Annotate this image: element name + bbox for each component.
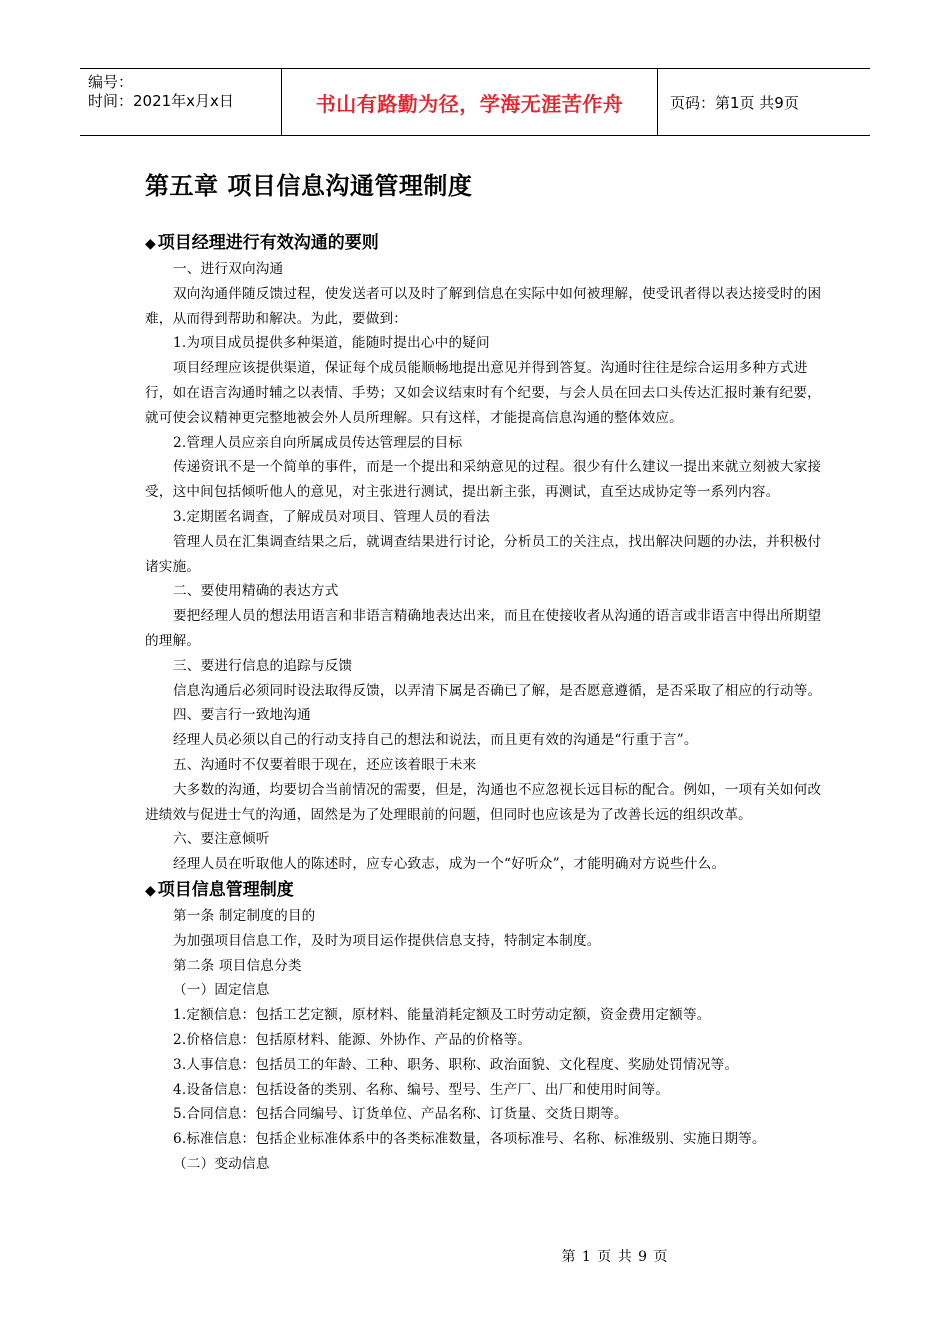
paragraph: 双向沟通伴随反馈过程，使发送者可以及时了解到信息在实际中如何被理解，使受讯者得以表达接受时的困难，从而得到帮助和解决。为此，要做到： (145, 285, 822, 327)
paragraph: 管理人员在汇集调查结果之后，就调查结果进行讨论，分析员工的关注点，找出解决问题的办法，并积极付诸实施。 (145, 533, 822, 575)
paragraph: 1.定额信息：包括工艺定额，原材料、能量消耗定额及工时劳动定额，资金费用定额等。 (173, 1007, 711, 1024)
paragraph: 二、要使用精确的表达方式 (173, 583, 339, 600)
paragraph: 要把经理人员的想法用语言和非语言精确地表达出来，而且在使接收者从沟通的语言或非语言中得出所期望的理解。 (145, 608, 822, 649)
section-heading (145, 877, 825, 904)
section-title: 项目信息管理制度 (157, 879, 294, 900)
paragraph: 第一条 制定制度的目的 (173, 907, 316, 924)
paragraph: 6.标准信息：包括企业标准体系中的各类标准数量，各项标准号、名称、标准级别、实施日期等。 (173, 1131, 766, 1148)
section-title: 项目经理进行有效沟通的要则 (157, 233, 379, 253)
time-label: 时间：2021年x月x日 (88, 92, 234, 110)
paragraph: 1.为项目成员提供多种渠道，能随时提出心中的疑问 (173, 335, 490, 352)
paragraph: 为加强项目信息工作，及时为项目运作提供信息支持，特制定本制度。 (173, 932, 601, 949)
paragraph: 经理人员在听取他人的陈述时，应专心致志，成为一个“好听众”，才能明确对方说些什么。 (173, 856, 726, 873)
number-label: 编号： (88, 73, 134, 91)
chapter-title: 第五章 项目信息沟通管理制度 (145, 171, 473, 200)
document-body (145, 230, 825, 1177)
paragraph: 2.管理人员应亲自向所属成员传达管理层的目标 (173, 434, 463, 451)
paragraph: 大多数的沟通，均要切合当前情况的需要，但是，沟通也不应忽视长远目标的配合。例如，一项有关如何改进绩效与促进士气的沟通，固然是为了处理眼前的问题，但同时也应该是为了改善长远的组织改革。 (145, 781, 822, 823)
paragraph: 传递资讯不是一个简单的事件，而是一个提出和采纳意见的过程。很少有什么建议一提出来就立刻被大家接受，这中间包括倾听他人的意见，对主张进行测试，提出新主张，再测试，直至达成协定等一系列内容。 (145, 459, 822, 501)
paragraph: 4.设备信息：包括设备的类别、名称、编号、型号、生产厂、出厂和使用时间等。 (173, 1081, 670, 1098)
paragraph: （二）变动信息 (173, 1155, 270, 1172)
paragraph: 四、要言行一致地沟通 (173, 707, 311, 724)
paragraph: 六、要注意倾听 (173, 831, 270, 848)
paragraph: 3.定期匿名调查，了解成员对项目、管理人员的看法 (173, 508, 490, 525)
paragraph: 第二条 项目信息分类 (173, 957, 302, 974)
header-page-number: 页码：第1页 共9页 (670, 93, 799, 112)
section-heading (145, 230, 825, 257)
paragraph: 2.价格信息：包括原材料、能源、外协作、产品的价格等。 (173, 1031, 532, 1048)
diamond-bullet-icon: ◆ (145, 236, 156, 252)
page-header-table (80, 68, 870, 136)
paragraph: 5.合同信息：包括合同编号、订货单位、产品名称、订货量、交货日期等。 (173, 1106, 628, 1123)
header-motto: 书山有路勤为径，学海无涯苦作舟 (282, 69, 658, 135)
paragraph: 五、沟通时不仅要着眼于现在，还应该着眼于未来 (173, 756, 477, 773)
header-meta-cell (80, 69, 282, 135)
paragraph: 三、要进行信息的追踪与反馈 (173, 657, 353, 674)
paragraph: （一）固定信息 (173, 982, 270, 999)
paragraph: 经理人员必须以自己的行动支持自己的想法和说法，而且更有效的沟通是“行重于言”。 (173, 732, 698, 749)
diamond-bullet-icon: ◆ (145, 882, 156, 899)
paragraph: 信息沟通后必须同时设法取得反馈，以弄清下属是否确已了解，是否愿意遵循，是否采取了相应的行动等。 (173, 682, 822, 699)
paragraph: 项目经理应该提供渠道，保证每个成员能顺畅地提出意见并得到答复。沟通时往往是综合运用多种方式进行，如在语言沟通时辅之以表情、手势；又如会议结束时有个纪要，与会人员在回去口头传达汇报时兼有纪要，就可使会议精神更完整地被会外人员所理解。只有这样，才能提高信息沟通的整体效应。 (145, 360, 821, 426)
page-footer: 第 1 页 共 9 页 (561, 1249, 669, 1265)
paragraph: 3.人事信息：包括员工的年龄、工种、职务、职称、政治面貌、文化程度、奖励处罚情况等。 (173, 1056, 739, 1073)
paragraph: 一、进行双向沟通 (173, 261, 284, 277)
